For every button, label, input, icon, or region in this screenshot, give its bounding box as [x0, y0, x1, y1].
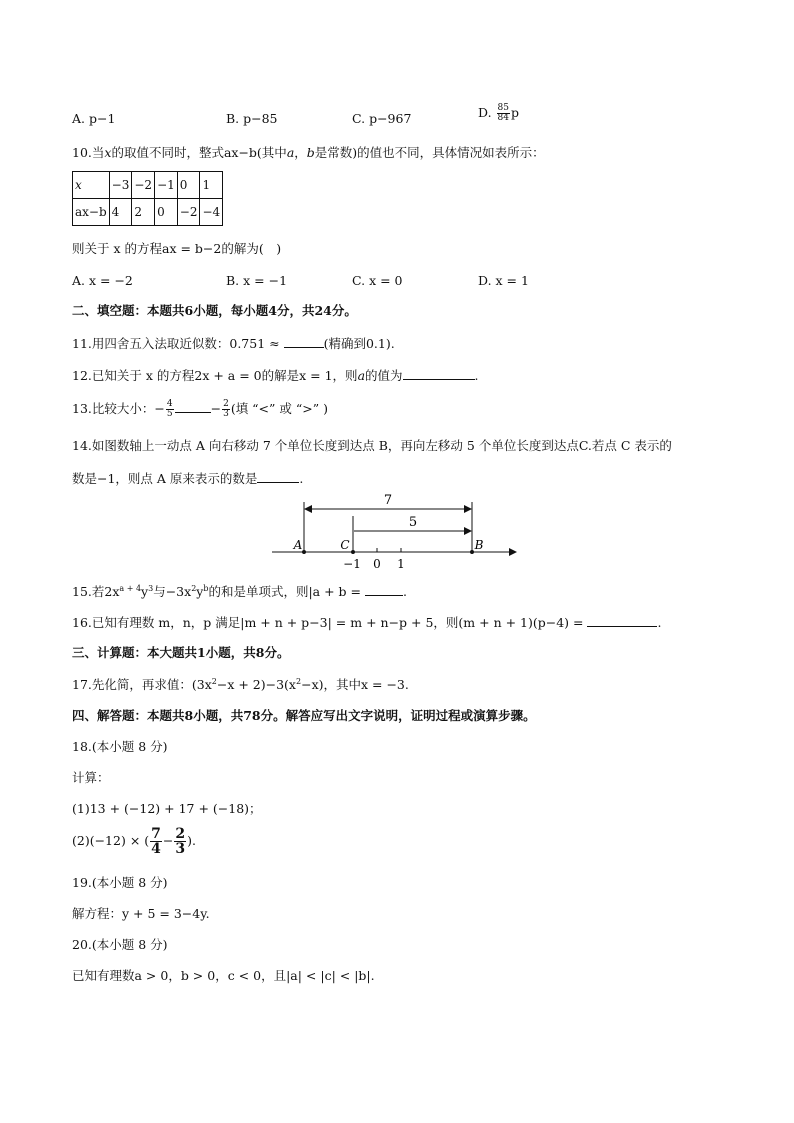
q9-d-numerator: 85	[497, 103, 509, 113]
q13-answer-blank[interactable]	[175, 400, 211, 413]
q13-f1-numerator: 4	[166, 399, 173, 409]
q11-line	[72, 335, 395, 352]
q11-text: (精确到0.1).	[323, 336, 395, 351]
q14-line-2	[72, 470, 303, 487]
q10-value-table	[72, 171, 223, 226]
section2-count: 6	[184, 303, 194, 318]
q14-text: .	[299, 471, 304, 486]
section2-total-score: 24	[314, 303, 332, 318]
tick-label-minus-1: −1	[343, 557, 361, 571]
q15-text: y	[196, 584, 204, 599]
table-cell: 1	[200, 172, 223, 199]
q13-fraction-2	[222, 400, 230, 419]
q11-text: 11.用四舍五入法取近似数：0.751 ≈	[72, 336, 284, 351]
q14-number-line-figure	[268, 488, 524, 572]
q10-stem-part: 是常数)的值也不同，具体情况如表所示：	[314, 145, 545, 160]
point-a	[302, 550, 306, 554]
tick-label-1: 1	[397, 557, 405, 571]
point-c	[351, 550, 355, 554]
q15-text: 与−3x	[153, 584, 192, 599]
q18-text: (2)(−12) × (	[72, 833, 150, 848]
q15-exponent: 3	[148, 584, 154, 593]
q12-text: 的值为	[365, 368, 403, 383]
q20-heading: 20.(本小题 8 分)	[72, 937, 168, 952]
q9-option-c: C. p−967	[352, 111, 412, 126]
q18-f2-denominator: 3	[175, 841, 186, 857]
label-c: C	[340, 538, 350, 552]
table-cell: −2	[132, 172, 155, 199]
q13-f2-denominator: 3	[223, 409, 229, 419]
q15-answer-blank[interactable]	[365, 583, 403, 596]
q15-text: 的和是单项式，则|a + b =	[208, 584, 365, 599]
q14-line-1: 14.如图数轴上一动点 A 向右移动 7 个单位长度到达点 B，再向左移动 5 个单位长度到达点C.若点 C 表示的	[72, 438, 672, 453]
q17-text: −x)，其中x = −3.	[301, 677, 409, 692]
section3-count: 1	[197, 645, 206, 660]
label-a: A	[293, 538, 303, 552]
q15-text: .	[402, 584, 407, 599]
q12-text: 12.已知关于 x 的方程2x + a = 0的解是x = 1，则	[72, 368, 358, 383]
section3-heading	[72, 645, 289, 661]
q18-instruction: 计算：	[72, 770, 110, 785]
table-row	[73, 172, 223, 199]
section4-text: 小题，共	[193, 708, 244, 723]
q10-question: 则关于 x 的方程ax = b−2的解为( )	[72, 241, 282, 256]
q19-body: 解方程：y + 5 = 3−4y.	[72, 906, 210, 921]
label-5: 5	[408, 515, 418, 530]
q18-f2-numerator: 2	[175, 826, 186, 842]
q10-stem-part: 的取值不同时，整式ax−b(其中	[111, 145, 287, 160]
q18-part-1: (1)13 + (−12) + 17 + (−18)；	[72, 801, 262, 816]
label-7: 7	[383, 493, 393, 508]
point-b	[470, 550, 474, 554]
section4-text: 四、解答题：本题共	[72, 708, 185, 723]
q20-body: 已知有理数a > 0，b > 0，c < 0，且|a| < |c| < |b|.	[72, 968, 375, 983]
section4-text: 分。解答应写出文字说明，证明过程或演算步骤。	[260, 708, 536, 723]
q13-text: (填 “<” 或 “>” )	[230, 401, 328, 416]
q10-option-d: D. x = 1	[478, 273, 529, 288]
q10-option-b: B. x = −1	[226, 273, 288, 288]
q9-option-d-fraction	[497, 104, 510, 123]
section2-text: 小题，每小题	[193, 303, 269, 318]
q10-option-c: C. x = 0	[352, 273, 403, 288]
q16-text: 16.已知有理数 m，n，p 满足|m + n + p−3| = m + n−p + 5，则(m + n + 1)(p−4) =	[72, 615, 588, 630]
q10-stem-var-b: b	[306, 145, 315, 160]
q17-text: 17.先化简，再求值：(3x	[72, 677, 212, 692]
table-cell: 2	[132, 199, 155, 226]
q15-line	[72, 583, 407, 600]
q18-fraction-1	[150, 827, 162, 856]
q14-text: 数是−1，则点 A 原来表示的数是	[72, 471, 258, 486]
q12-var-a: a	[357, 368, 366, 383]
section2-text: 二、填空题：本题共	[72, 303, 185, 318]
table-cell: −1	[155, 172, 178, 199]
section2-text: 分，共	[276, 303, 315, 318]
q13-fraction-1	[166, 400, 174, 419]
table-cell-label: ax−b	[73, 199, 110, 226]
q13-minus: −	[210, 401, 222, 416]
tick-label-0: 0	[373, 557, 381, 571]
section2-heading	[72, 303, 357, 319]
q18-f1-denominator: 4	[151, 841, 161, 857]
q12-text: .	[474, 368, 479, 383]
section4-total-score: 78	[243, 708, 261, 723]
table-cell: −2	[177, 199, 200, 226]
q15-exponent: 2	[191, 584, 197, 593]
table-row	[73, 199, 223, 226]
section3-text: 三、计算题：本大题共	[72, 645, 198, 660]
q13-f2-numerator: 2	[223, 399, 229, 409]
label-b: B	[474, 538, 484, 552]
q9-option-b: B. p−85	[226, 111, 278, 126]
section4-heading	[72, 708, 536, 724]
q18-text: ).	[187, 833, 196, 848]
table-cell: −3	[109, 172, 132, 199]
q15-text: y	[141, 584, 149, 599]
q13-line	[72, 400, 328, 419]
q16-answer-blank[interactable]	[587, 614, 657, 627]
q10-stem-var-a: a	[286, 145, 295, 160]
q13-text: 13.比较大小：−	[72, 401, 165, 416]
q12-answer-blank[interactable]	[403, 367, 475, 380]
q10-stem-comma: ，	[294, 145, 307, 160]
q18-minus: −	[162, 833, 174, 848]
q9-d-denominator: 84	[497, 113, 509, 123]
q17-exponent: 2	[211, 677, 217, 686]
q19-heading: 19.(本小题 8 分)	[72, 875, 168, 890]
table-cell-label: x	[73, 172, 110, 199]
q12-line	[72, 367, 479, 384]
q17-text: −x + 2)−3(x	[216, 677, 296, 692]
q9-option-d-suffix: p	[510, 105, 519, 120]
q18-f1-numerator: 7	[151, 826, 161, 842]
section2-each-score: 4	[268, 303, 277, 318]
q15-exponent: b	[203, 584, 209, 593]
section2-text: 分。	[331, 303, 357, 318]
q17-line	[72, 677, 409, 693]
q11-answer-blank[interactable]	[284, 335, 324, 348]
table-cell: 0	[177, 172, 200, 199]
section4-count: 8	[184, 708, 194, 723]
q10-stem-part: 10.当	[72, 145, 105, 160]
table-cell: 0	[155, 199, 178, 226]
q13-f1-denominator: 5	[166, 409, 173, 419]
q10-stem-var-x: x	[104, 145, 112, 160]
q14-answer-blank[interactable]	[257, 470, 299, 483]
q9-option-d	[478, 104, 519, 123]
section3-total-score: 8	[255, 645, 265, 660]
section3-text: 分。	[264, 645, 290, 660]
q18-heading: 18.(本小题 8 分)	[72, 739, 168, 754]
table-cell: −4	[200, 199, 223, 226]
q9-option-d-prefix: D.	[478, 105, 496, 120]
q9-option-a: A. p−1	[72, 111, 116, 126]
q10-stem	[72, 145, 545, 161]
q16-text: .	[657, 615, 662, 630]
section3-text: 小题，共	[205, 645, 256, 660]
q17-exponent: 2	[296, 677, 302, 686]
q10-option-a: A. x = −2	[72, 273, 133, 288]
q15-exponent: a + 4	[119, 584, 142, 593]
q18-part-2	[72, 827, 196, 856]
table-cell: 4	[109, 199, 132, 226]
q18-fraction-2	[174, 827, 186, 856]
q15-text: 15.若2x	[72, 584, 120, 599]
q16-line	[72, 614, 661, 631]
